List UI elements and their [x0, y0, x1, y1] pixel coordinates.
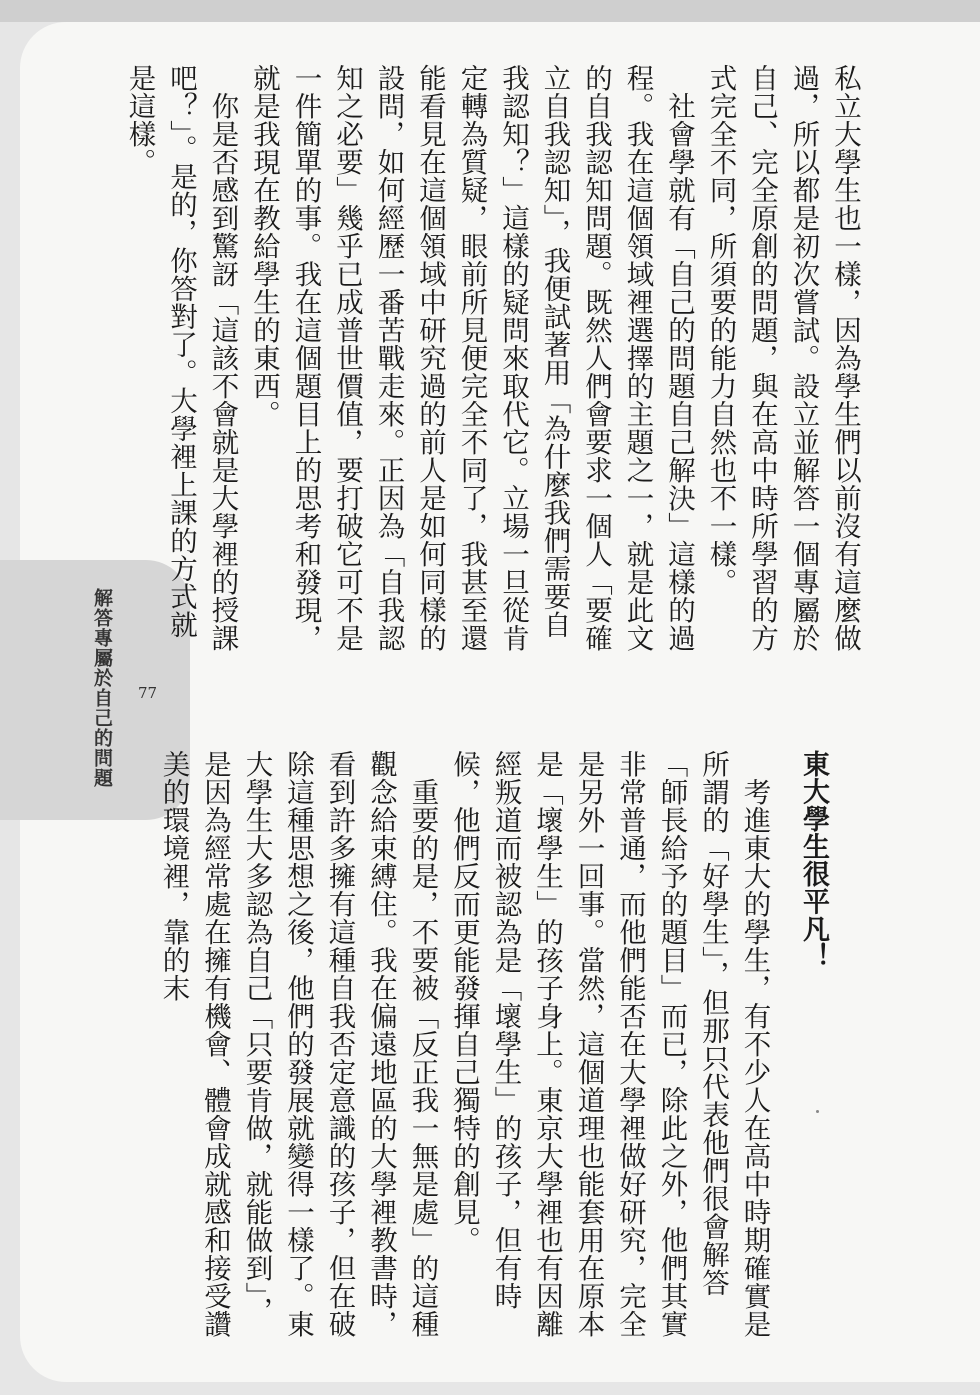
scan-border [0, 0, 980, 22]
paragraph: 社會學就有「自己的問題自己解決」這樣的過程。我在這個領域裡選擇的主題之一，就是此文的自我認知問題。既然人們會要求一個人「要確立自我認知」，我便試著用「為什麼我們需要自我認知？」這樣的疑問來取代它。立場一旦從肯定轉為質疑，眼前所見便完全不同了，我甚至還能看見在這個領域中研究過的前人是如何同樣的設問，如何經歷一番苦戰走來。正因為「自我認知之必要」幾乎已成普世價值，要打破它可不是一件簡單的事。我在這個題目上的思考和發現，就是我現在教給學生的東西。 [248, 64, 695, 652]
bottom-text-column [152, 750, 834, 1350]
paragraph: 重要的是，不要被「反正我一無是處」的這種觀念給束縛住。我在偏遠地區的大學裡教書時，看到許多擁有這種自我否定意識的孩子，但在破除這種思想之後，他們的發展就變得一樣了。東大學生大多認為自己「只要肯做，就能做到」，是因為經常處在擁有機會、體會成就感和接受讚美的環境裡，靠的末 [157, 750, 439, 1338]
paragraph: 你是否感到驚訝「這該不會就是大學裡的授課吧？」。是的，你答對了。大學裡上課的方式就是這樣。 [123, 64, 239, 652]
paragraph: 私立大學生也一樣，因為學生們以前沒有這麼做過，所以都是初次嘗試。設立並解答一個專屬於自己、完全原創的問題，與在高中時所學習的方式完全不同，所須要的能力自然也不一樣。 [704, 64, 861, 652]
page-number: 77 [138, 684, 158, 702]
chapter-tab-title: 解答專屬於自己的問題 [91, 588, 113, 788]
paragraph: 考進東大的學生，有不少人在高中時期確實是所謂的「好學生」，但那只代表他們很會解答「師長給予的題目」而已，除此之外，他們其實非常普通，而他們能否在大學裡做好研究，完全是另外一回事。當然，這個道理也能套用在原本是「壞學生」的孩子身上。東京大學裡也有因離經叛道而被認為是「壞學生」的孩子，但有時候，他們反而更能發揮自己獨特的創見。 [448, 750, 771, 1338]
section-heading: 東大學生很平凡！ [798, 750, 829, 970]
top-text-column [118, 64, 865, 659]
